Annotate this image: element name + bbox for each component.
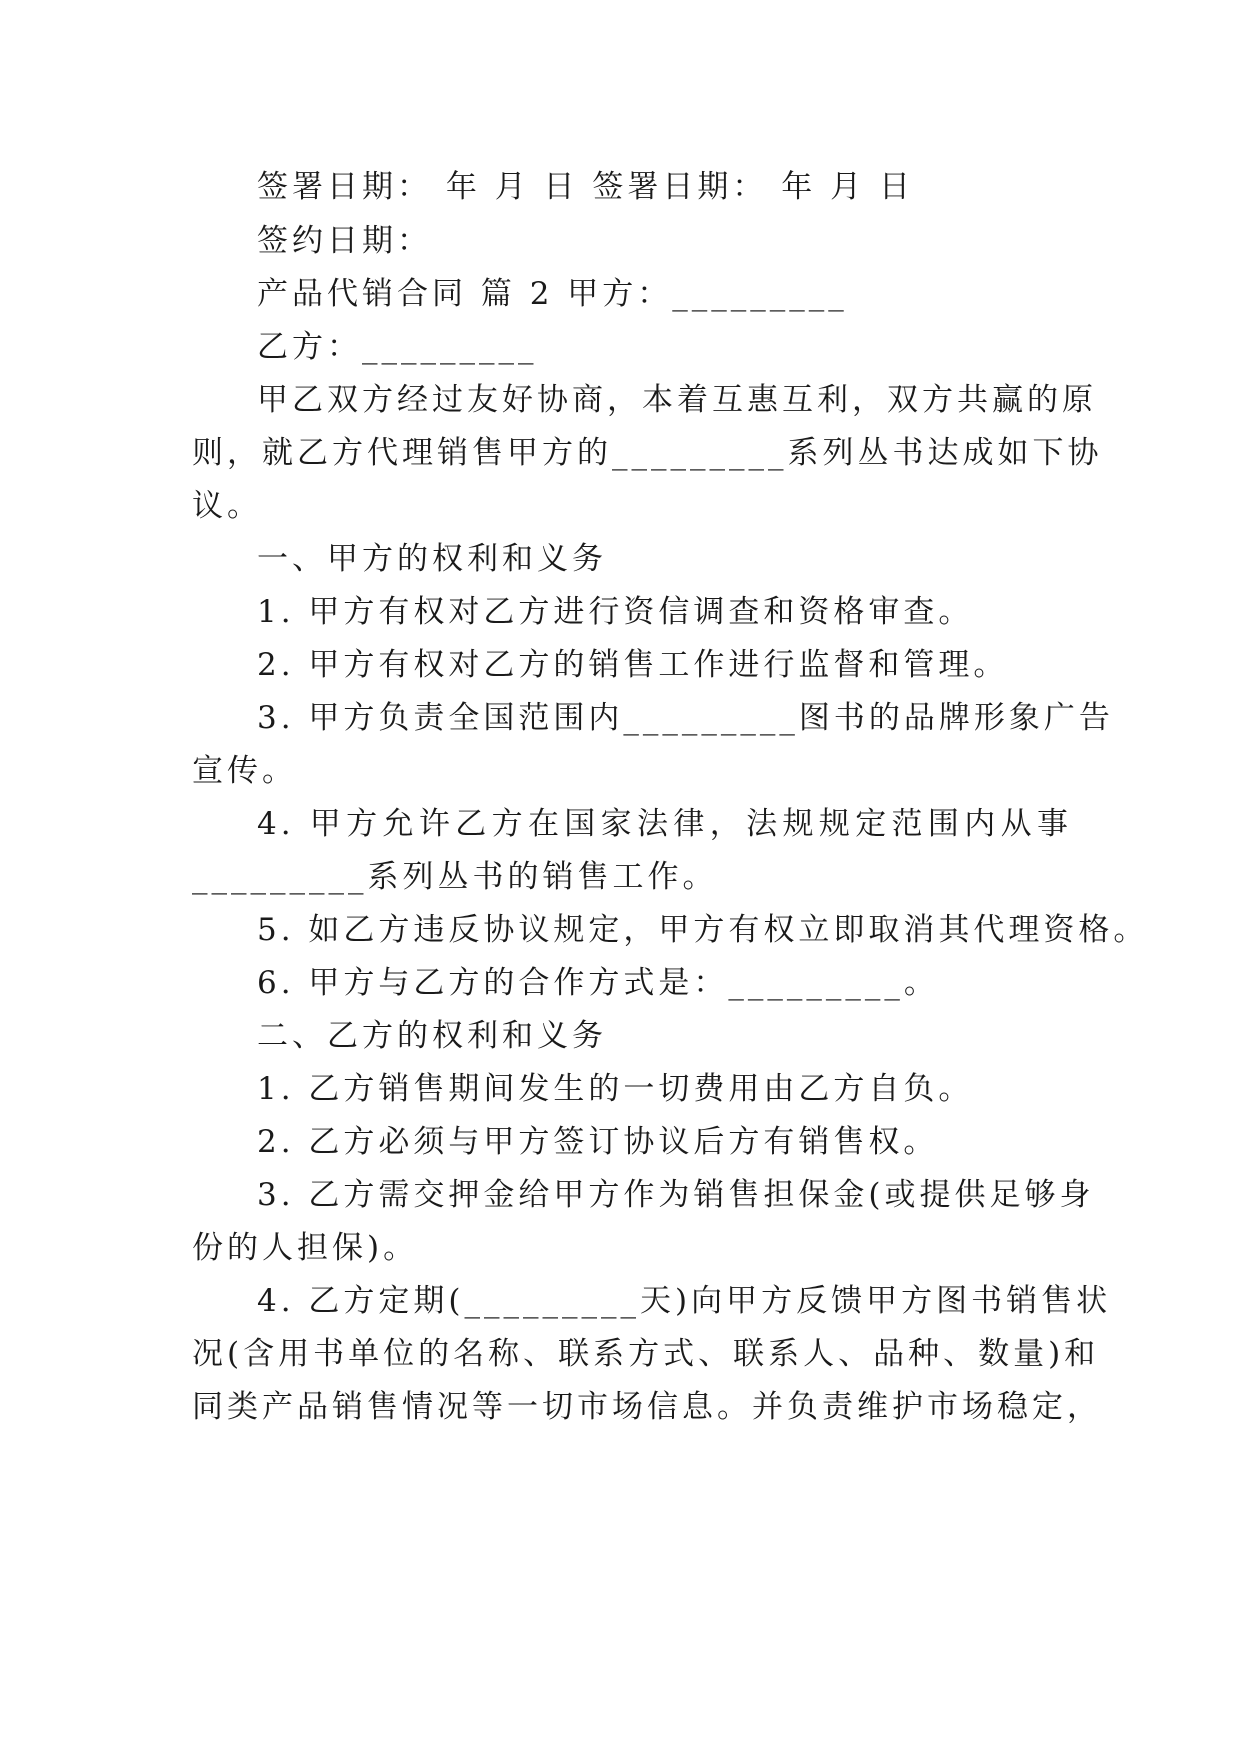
contract-date-line: 签约日期： (257, 223, 432, 259)
paragraph-line: 则，就乙方代理销售甲方的_________系列丛书达成如下协 (192, 435, 1103, 471)
clause-line: 5. 如乙方违反协议规定，甲方有权立即取消其代理资格。 (257, 912, 1149, 948)
clause-line: 同类产品销售情况等一切市场信息。并负责维护市场稳定， (192, 1389, 1102, 1425)
clause-line: 4. 乙方定期(_________天)向甲方反馈甲方图书销售状 (257, 1283, 1112, 1319)
clause-line: 1. 乙方销售期间发生的一切费用由乙方自负。 (257, 1071, 974, 1107)
clause-line: 1. 甲方有权对乙方进行资信调查和资格审查。 (257, 594, 974, 630)
section-heading: 一、甲方的权利和义务 (257, 541, 607, 577)
clause-line: 4. 甲方允许乙方在国家法律，法规规定范围内从事 (257, 806, 1072, 842)
clause-line: 6. 甲方与乙方的合作方式是：_________。 (257, 965, 939, 1001)
contract-title-line: 产品代销合同 篇 2 甲方：_________ (257, 276, 848, 312)
party-b-line: 乙方：_________ (257, 329, 538, 365)
clause-line: 2. 甲方有权对乙方的销售工作进行监督和管理。 (257, 647, 1009, 683)
clause-line: 2. 乙方必须与甲方签订协议后方有销售权。 (257, 1124, 939, 1160)
clause-line: 宣传。 (192, 753, 297, 789)
clause-line: 况(含用书单位的名称、联系方式、联系人、品种、数量)和 (192, 1336, 1100, 1372)
clause-line: 份的人担保)。 (192, 1230, 419, 1266)
section-heading: 二、乙方的权利和义务 (257, 1018, 607, 1054)
paragraph-line: 甲乙双方经过友好协商，本着互惠互利，双方共赢的原 (257, 382, 1097, 418)
clause-line: 3. 甲方负责全国范围内_________图书的品牌形象广告 (257, 700, 1114, 736)
clause-line: _________系列丛书的销售工作。 (192, 859, 718, 895)
signing-date-line: 签署日期： 年 月 日 签署日期： 年 月 日 (257, 169, 914, 205)
paragraph-line: 议。 (192, 488, 262, 524)
clause-line: 3. 乙方需交押金给甲方作为销售担保金(或提供足够身 (257, 1177, 1095, 1213)
